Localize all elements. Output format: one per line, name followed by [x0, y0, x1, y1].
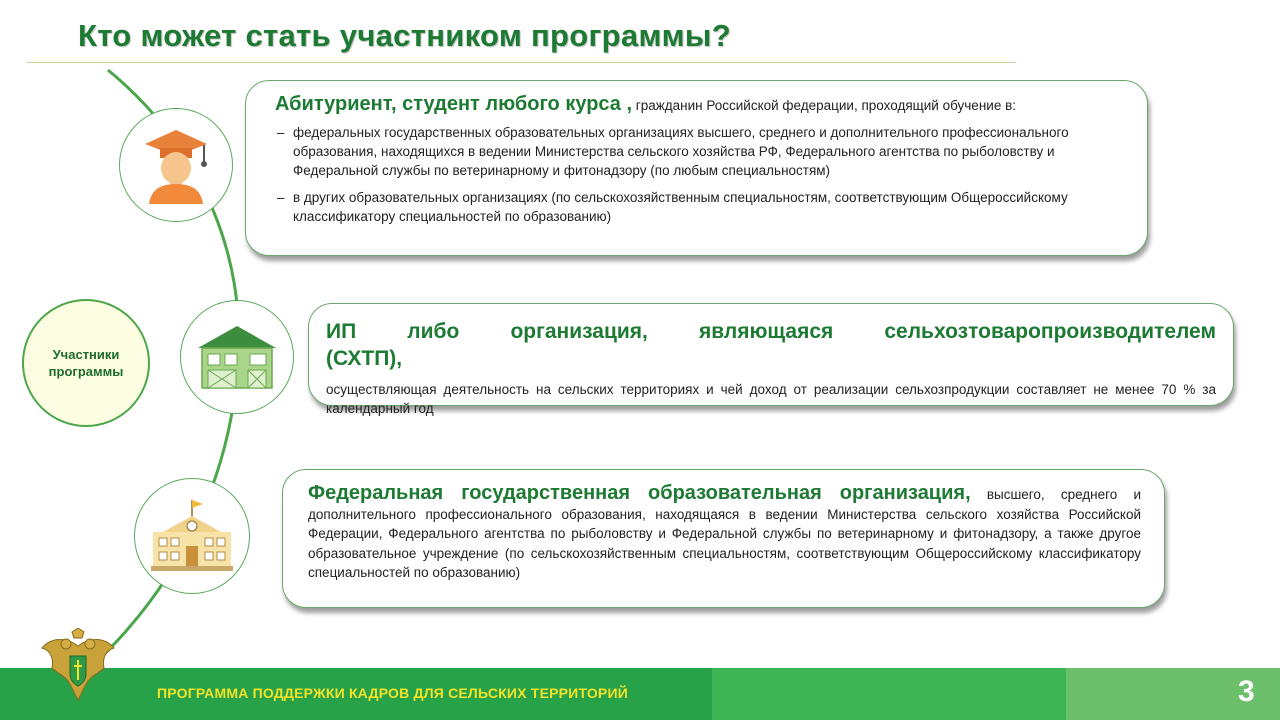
list-item: – в других образовательных организациях (по сельскохозяйственным специальностям, соответствующим Общероссийскому классификатору специальностей по образованию)	[275, 188, 1135, 226]
list-item: – федеральных государственных образовательных организациях высшего, среднего и дополнительного профессионального образования, находящихся в ведении Министерства сельского хозяйства РФ, Федерального агентства по рыболовству и Федеральной службы по ветеринарному и фитонадзору (по любым специальностям)	[275, 123, 1135, 180]
participants-hub	[22, 299, 150, 427]
student-card-text	[275, 95, 1135, 234]
institution-card-lead: Федеральная государственная образовательная организация,	[308, 482, 971, 504]
graduate-student-icon	[141, 126, 211, 204]
student-card-lead: Абитуриент, студент любого курса ,	[275, 93, 633, 115]
producer-card-lead: ИП либо организация, являющаяся сельхозтоваропроизводителем	[326, 320, 1216, 343]
institution-card-text	[308, 484, 1141, 583]
double-headed-eagle-emblem-icon	[38, 628, 118, 708]
school-circle	[134, 478, 250, 594]
producer-card-text	[326, 318, 1216, 418]
farm-barn-icon	[196, 324, 278, 390]
student-card-intro: гражданин Российской федерации, проходящий обучение в:	[632, 98, 1016, 113]
student-card-list	[275, 123, 1135, 226]
page-number: 3	[1238, 675, 1255, 708]
producer-card-lead-cont: (СХТП),	[326, 347, 403, 370]
producer-card-body: осуществляющая деятельность на сельских территориях и чей доход от реализации сельхозпродукции составляет не менее 70 % за календарный год	[326, 382, 1216, 416]
farm-circle	[180, 300, 294, 414]
institution-card-body: высшего, среднего и дополнительного профессионального образования, находящаяся в ведении Министерства сельского хозяйства Российской Федерации, Федерального агентства по рыболовству и Федеральной службы по ветеринарному и фитонадзору, а также другое образовательное учреждение (по сельскохозяйственным специальностям, соответствующим Общероссийскому классификатору специальностей по образованию)	[308, 487, 1141, 580]
page-title: Кто может стать участником программы?	[78, 18, 731, 53]
student-circle	[119, 108, 233, 222]
hub-label: Участники программы	[48, 347, 124, 379]
footer-program-title: ПРОГРАММА ПОДДЕРЖКИ КАДРОВ ДЛЯ СЕЛЬСКИХ ТЕРРИТОРИЙ	[157, 685, 628, 701]
school-building-icon	[147, 498, 237, 574]
footer-segment-mid	[712, 668, 1066, 720]
